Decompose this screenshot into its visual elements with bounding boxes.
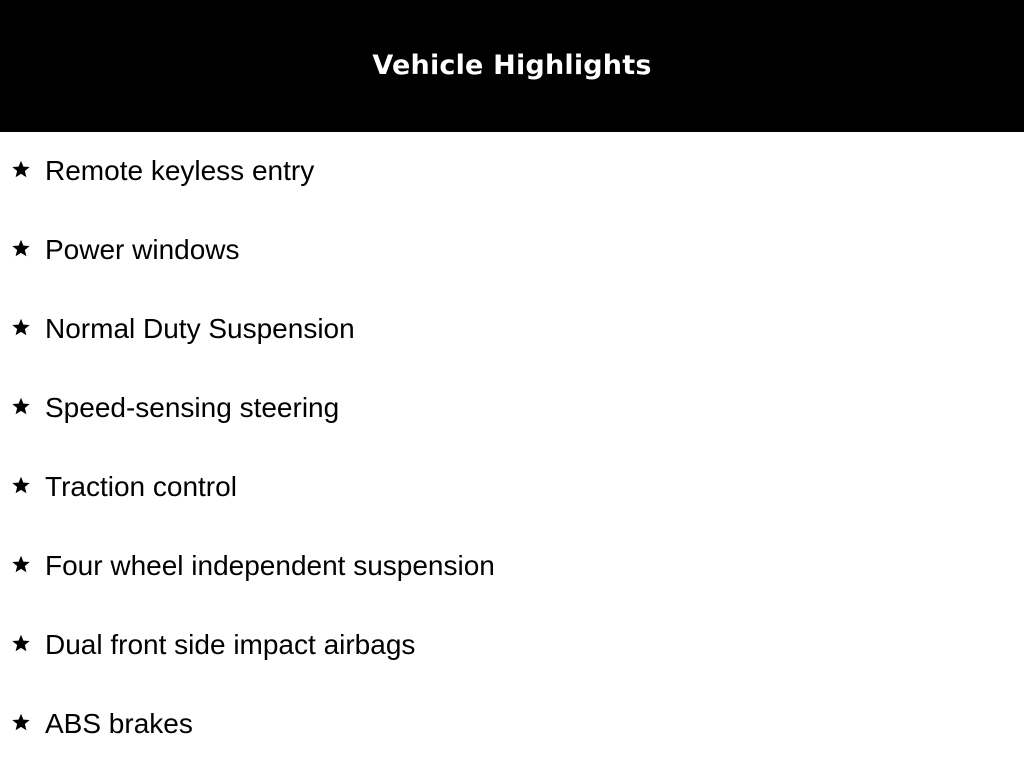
feature-label: Speed-sensing steering xyxy=(45,392,340,423)
list-item xyxy=(0,685,1024,764)
star-icon xyxy=(10,553,32,575)
star-icon xyxy=(10,158,32,180)
feature-label: Traction control xyxy=(45,471,237,502)
star-icon xyxy=(10,395,32,417)
feature-label: ABS brakes xyxy=(45,708,193,739)
feature-label: Dual front side impact airbags xyxy=(45,629,416,660)
star-icon xyxy=(10,474,32,496)
feature-label: Normal Duty Suspension xyxy=(45,313,355,344)
list-item xyxy=(0,527,1024,606)
list-item xyxy=(0,211,1024,290)
feature-label: Four wheel independent suspension xyxy=(45,550,495,581)
list-item xyxy=(0,132,1024,211)
feature-list xyxy=(0,132,1024,764)
list-item xyxy=(0,448,1024,527)
feature-label: Power windows xyxy=(45,234,240,265)
page-title: Vehicle Highlights xyxy=(372,49,652,81)
star-icon xyxy=(10,632,32,654)
feature-label: Remote keyless entry xyxy=(45,155,315,186)
star-icon xyxy=(10,237,32,259)
star-icon xyxy=(10,316,32,338)
list-item xyxy=(0,369,1024,448)
header-banner xyxy=(0,0,1024,132)
list-item xyxy=(0,606,1024,685)
star-icon xyxy=(10,711,32,733)
list-item xyxy=(0,290,1024,369)
